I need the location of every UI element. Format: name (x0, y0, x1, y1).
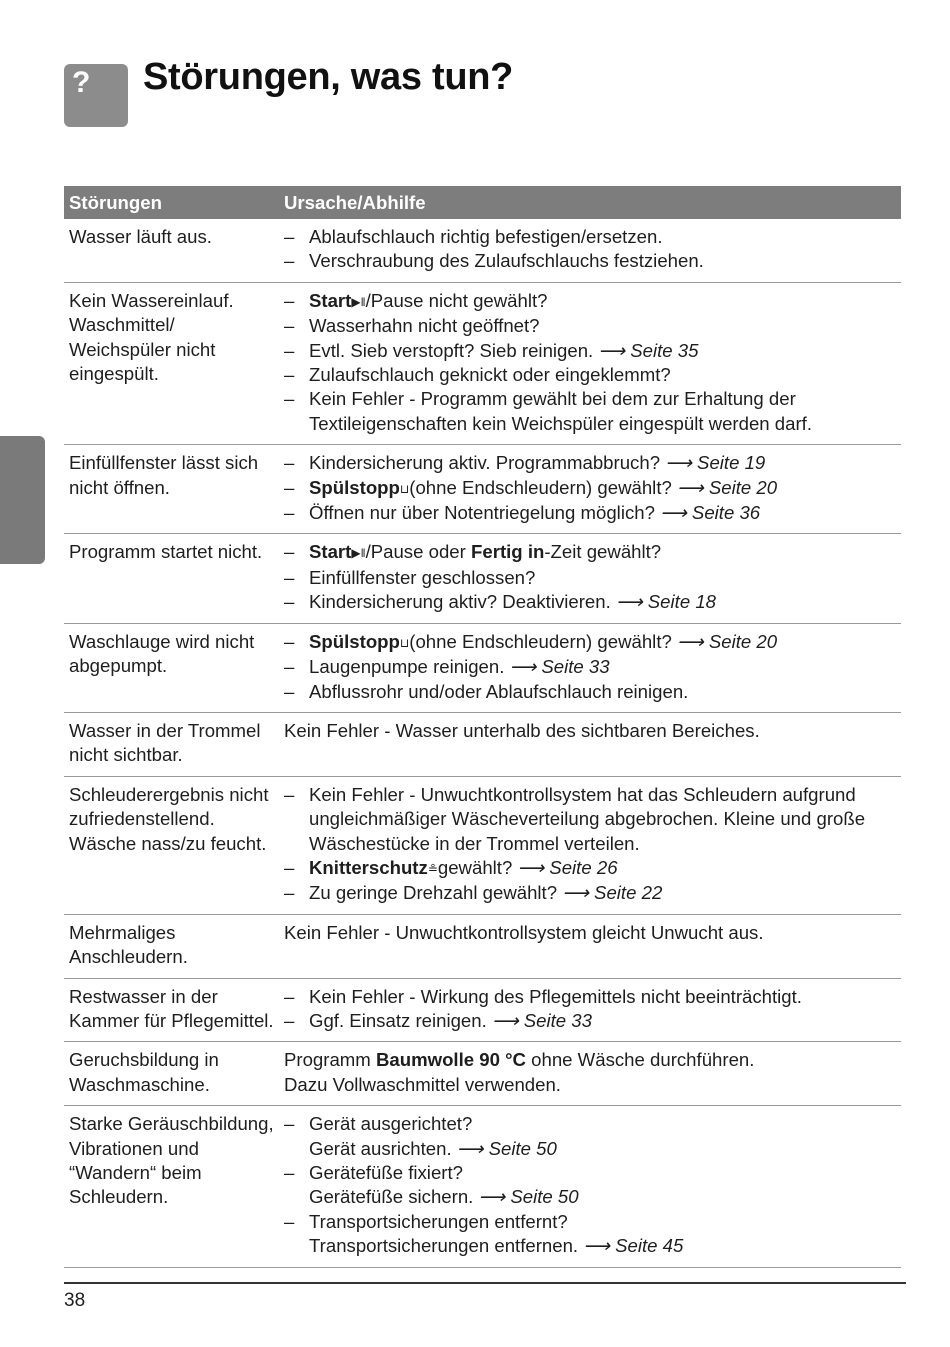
remedy-list (284, 630, 896, 704)
bold-term: Start (309, 541, 352, 563)
column-header-problems: Störungen (64, 186, 279, 219)
remedy-item (284, 630, 896, 655)
remedy-item (284, 1112, 896, 1161)
problem-cell: Kein Wassereinlauf. Waschmittel/ Weichspüler nicht eingespült. (64, 282, 279, 444)
page-reference: ⟶ Seite 26 (517, 856, 618, 878)
remedy-text: Zulaufschlauch geknickt oder eingeklemmt? (309, 364, 671, 386)
bold-term: Fertig in (471, 541, 545, 563)
remedy-text: Gerätefüße sichern. (309, 1186, 479, 1208)
remedy-text: Öffnen nur über Notentriegelung möglich? (309, 502, 661, 524)
footer-divider (64, 1282, 906, 1284)
problem-cell: Einfüllfenster lässt sich nicht öffnen. (64, 445, 279, 534)
remedy-text: nicht gewählt? (428, 289, 548, 311)
remedy-cell (279, 623, 901, 712)
page-reference: ⟶ Seite 19 (665, 452, 766, 474)
remedy-list (284, 225, 896, 274)
remedy-item (284, 339, 896, 363)
remedy-item (284, 680, 896, 704)
remedy-text: Programm (284, 1049, 376, 1071)
remedy-text: /Pause (365, 289, 429, 311)
chapter-tab (0, 436, 45, 564)
remedy-item (284, 387, 896, 436)
remedy-text: Ggf. Einsatz reinigen. (309, 1009, 492, 1031)
button-symbol-icon: ≗ (427, 861, 438, 876)
remedy-item (284, 881, 896, 905)
problem-cell: Wasser in der Trommel nicht sichtbar. (64, 712, 279, 776)
table-header-row (64, 186, 901, 219)
remedy-text: Laugenpumpe reinigen. (309, 656, 510, 678)
problem-cell: Restwasser in der Kammer für Pflegemittel. (64, 978, 279, 1042)
page-number: 38 (64, 1290, 86, 1311)
page-reference: ⟶ Seite 20 (677, 630, 778, 652)
button-symbol-icon: ▶ǁ (351, 294, 366, 309)
remedy-cell (279, 776, 901, 914)
remedy-item (284, 590, 896, 614)
remedy-text: /Pause (365, 541, 429, 563)
table-row (64, 978, 901, 1042)
remedy-text: Kein Fehler - Wirkung des Pflegemittels nicht beeinträchtigt. (309, 985, 802, 1007)
remedy-item (284, 289, 896, 314)
troubleshooting-table (64, 186, 901, 1268)
remedy-text: ohne Wäsche durchführen. (525, 1049, 755, 1071)
remedy-item (284, 476, 896, 501)
remedy-text: (ohne Endschleudern) gewählt? (409, 630, 677, 652)
page-reference: ⟶ Seite 33 (509, 656, 610, 678)
remedy-cell (279, 1106, 901, 1267)
bold-term: Knitterschutz (309, 856, 428, 878)
page-reference: ⟶ Seite 22 (562, 882, 663, 904)
remedy-text: Abflussrohr und/oder Ablaufschlauch reinigen. (309, 680, 689, 702)
button-symbol-icon: ⊔ (399, 481, 410, 496)
button-symbol-icon: ⊔ (399, 635, 410, 650)
column-header-cause: Ursache/Abhilfe (279, 186, 901, 219)
remedy-cell (279, 534, 901, 623)
page-reference: ⟶ Seite 36 (660, 502, 761, 524)
remedy-list (284, 985, 896, 1034)
bold-term: Spülstopp (309, 476, 400, 498)
remedy-item (284, 249, 896, 273)
remedy-text: Dazu Vollwaschmittel verwenden. (284, 1073, 561, 1095)
remedy-text: gewählt? (437, 856, 518, 878)
help-icon: ? (64, 64, 128, 127)
remedy-text: Ablaufschlauch richtig befestigen/ersetzen. (309, 226, 663, 247)
page-reference: ⟶ Seite 45 (583, 1235, 684, 1257)
remedy-item (284, 225, 896, 249)
remedy-text: Wasserhahn nicht geöffnet? (309, 315, 540, 337)
page-reference: ⟶ Seite 20 (677, 476, 778, 498)
problem-cell: Wasser läuft aus. (64, 219, 279, 282)
remedy-item (284, 566, 896, 590)
problem-cell: Waschlauge wird nicht abgepumpt. (64, 623, 279, 712)
bold-term: Spülstopp (309, 630, 400, 652)
remedy-list (284, 783, 896, 906)
problem-cell: Starke Geräuschbildung, Vibrationen und “Wandern“ beim Schleudern. (64, 1106, 279, 1267)
remedy-item (284, 655, 896, 679)
remedy-text: Kein Fehler - Unwuchtkontrollsystem hat das Schleudern aufgrund ungleichmäßiger Wäscheverteilung abgebrochen. Kleine und große Wäschestücke in der Trommel verteilen. (309, 783, 866, 854)
page-reference: ⟶ Seite 35 (598, 339, 699, 361)
problem-cell: Mehrmaliges Anschleudern. (64, 914, 279, 978)
remedy-text: (ohne Endschleudern) gewählt? (409, 476, 677, 498)
remedy-item (284, 451, 896, 475)
page-reference: ⟶ Seite 18 (615, 591, 717, 613)
remedy-text: Kindersicherung aktiv? Deaktivieren. (309, 591, 616, 613)
remedy-text: oder (428, 541, 472, 563)
remedy-text: Kindersicherung aktiv. Programmabbruch? (309, 452, 666, 474)
remedy-text: Gerätefüße fixiert? (309, 1162, 463, 1183)
remedy-cell (279, 1042, 901, 1106)
table-row (64, 445, 901, 534)
remedy-cell (279, 219, 901, 282)
remedy-text: Zu geringe Drehzahl gewählt? (309, 882, 563, 904)
remedy-item (284, 540, 896, 565)
remedy-item (284, 501, 896, 525)
remedy-item (284, 314, 896, 338)
remedy-item (284, 1009, 896, 1033)
problem-cell: Geruchsbildung in Waschmaschine. (64, 1042, 279, 1106)
remedy-cell (279, 978, 901, 1042)
page-title: Störungen, was tun? (143, 56, 514, 98)
remedy-item (284, 856, 896, 881)
remedy-cell: Kein Fehler - Wasser unterhalb des sichtbaren Bereiches. (279, 712, 901, 776)
remedy-item (284, 1210, 896, 1259)
remedy-list (284, 289, 896, 436)
table-row (64, 1106, 901, 1267)
table-row (64, 282, 901, 444)
remedy-item (284, 985, 896, 1009)
page-reference: ⟶ Seite 50 (456, 1137, 557, 1159)
remedy-text: Einfüllfenster geschlossen? (309, 566, 536, 588)
page-reference: ⟶ Seite 33 (491, 1009, 592, 1031)
remedy-list (284, 1112, 896, 1258)
button-symbol-icon: ▶ǁ (351, 546, 366, 561)
remedy-list (284, 540, 896, 614)
remedy-text: -Zeit gewählt? (544, 541, 662, 563)
page-reference: ⟶ Seite 50 (478, 1186, 579, 1208)
remedy-text: Evtl. Sieb verstopft? Sieb reinigen. (309, 339, 599, 361)
remedy-text: Verschraubung des Zulaufschlauchs festziehen. (309, 250, 704, 272)
remedy-item (284, 1161, 896, 1210)
bold-term: Start (309, 289, 352, 311)
remedy-text: Kein Fehler - Programm gewählt bei dem zur Erhaltung der Textileigenschaften kein Weichspüler eingespült werden darf. (309, 388, 813, 434)
table-row (64, 776, 901, 914)
problem-cell: Programm startet nicht. (64, 534, 279, 623)
bold-term: Baumwolle 90 °C (375, 1049, 526, 1071)
remedy-cell (279, 282, 901, 444)
remedy-list (284, 451, 896, 525)
problem-cell: Schleuderergebnis nicht zufriedenstellend. Wäsche nass/zu feucht. (64, 776, 279, 914)
remedy-text: Gerät ausgerichtet? (309, 1113, 473, 1135)
remedy-text: Transportsicherungen entfernt? (309, 1210, 568, 1232)
remedy-item (284, 783, 896, 856)
table-row (64, 914, 901, 978)
table-row (64, 1042, 901, 1106)
table-row (64, 623, 901, 712)
table-row (64, 219, 901, 282)
table-row (64, 534, 901, 623)
remedy-cell (279, 445, 901, 534)
remedy-text: Transportsicherungen entfernen. (309, 1235, 584, 1257)
table-row (64, 712, 901, 776)
remedy-cell: Kein Fehler - Unwuchtkontrollsystem gleicht Unwucht aus. (279, 914, 901, 978)
remedy-item (284, 363, 896, 387)
remedy-text: Gerät ausrichten. (309, 1137, 457, 1159)
